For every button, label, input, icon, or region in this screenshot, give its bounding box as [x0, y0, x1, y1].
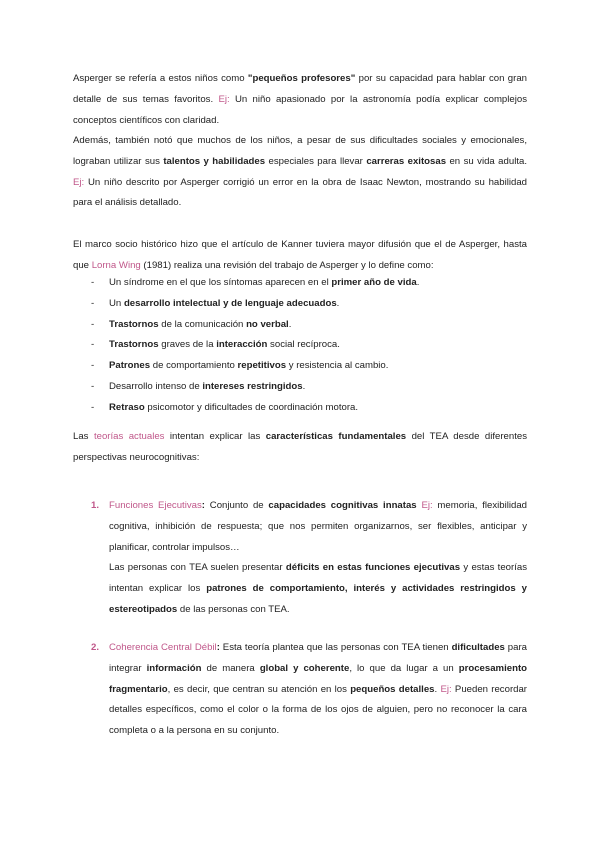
- bold-text: Retraso: [109, 401, 145, 413]
- text: Pueden recordar detalles específicos, como el color o la forma de los ojos de alguien, pero no reconocer la cara completa o a la persona en su conjunto.: [109, 683, 528, 737]
- bold-text: carreras exitosas: [366, 155, 447, 167]
- text: de manera: [201, 662, 260, 674]
- item-number: 1.: [91, 500, 100, 511]
- paragraph-talentos: [73, 131, 527, 214]
- theory-definition: [109, 638, 527, 742]
- text: y resistencia al cambio.: [286, 360, 389, 372]
- text: .: [434, 683, 441, 695]
- text: Un niño apasionado por la astronomía podía explicar complejos conceptos científicos con claridad.: [73, 93, 527, 126]
- text: El marco socio histórico hizo que el artículo de Kanner tuviera mayor difusión que el de Asperger, hasta que: [73, 239, 527, 271]
- bold-text: características fundamentales: [265, 431, 407, 442]
- bold-text: dificultades: [451, 642, 505, 653]
- dash-bullet: -: [91, 297, 95, 309]
- bold-text: intereses restringidos: [202, 380, 303, 392]
- theory-definition: [109, 496, 527, 558]
- text: Conjunto de: [204, 500, 269, 511]
- text: graves de la: [158, 339, 217, 351]
- list-item: [73, 294, 527, 315]
- bold-text: Patrones: [109, 360, 151, 372]
- text: Las: [73, 431, 94, 442]
- theory-title: Funciones Ejecutivas: [109, 500, 202, 511]
- text: Además, también notó que muchos de los niños, a pesar de sus dificultades sociales y emocionales, lograban utilizar sus: [73, 135, 527, 167]
- text: Desarrollo intenso de: [109, 380, 203, 392]
- paragraph-marco-socio-historico: [73, 235, 527, 277]
- text: memoria, flexibilidad cognitiva, inhibición de respuesta; que nos permiten organizarnos, ser flexibles, anticipar y planificar, controlar impulsos…: [109, 500, 527, 553]
- bold-text: interacción: [216, 339, 268, 351]
- colon: :: [216, 642, 220, 653]
- text: para integrar: [109, 642, 527, 674]
- list-item: [73, 398, 527, 419]
- paragraph-pequenos-profesores: [73, 69, 527, 131]
- text: y estas teorías intentan explicar los: [109, 562, 527, 595]
- theory-title: Coherencia Central Débil: [109, 642, 217, 653]
- paragraph-teorias-actuales: [73, 427, 527, 469]
- bold-text: Trastornos: [109, 318, 159, 330]
- text: .: [336, 297, 340, 309]
- example-label: Ej:: [421, 500, 433, 511]
- example-label: Ej:: [218, 93, 230, 105]
- list-item: [73, 273, 527, 294]
- theories-list-1: [73, 496, 527, 621]
- bold-text: patrones de comportamiento, interés y actividades restringidos y estereotipados: [109, 583, 527, 615]
- theory-item-funciones-ejecutivas: [73, 496, 527, 621]
- example-label: Ej:: [73, 176, 85, 188]
- highlight-text: teorías actuales: [93, 431, 165, 442]
- bold-text: pequeños detalles: [350, 683, 435, 695]
- bold-text: primer año de vida: [331, 277, 417, 288]
- text: , lo que da lugar a un: [349, 662, 459, 674]
- dash-bullet: -: [91, 277, 95, 288]
- bold-text: no verbal: [246, 318, 289, 330]
- text: (1981) realiza una revisión del trabajo de Asperger y lo define como:: [140, 259, 434, 271]
- theories-list-2: [73, 638, 527, 742]
- text: de las personas con TEA.: [177, 603, 290, 615]
- dash-bullet: -: [91, 339, 95, 351]
- bold-text: información: [146, 662, 202, 674]
- bold-text: déficits en estas funciones ejecutivas: [285, 562, 461, 574]
- text: .: [288, 318, 292, 330]
- item-number: 2.: [91, 642, 100, 653]
- theory-item-coherencia-central: [73, 638, 527, 742]
- bold-text: repetitivos: [237, 360, 287, 372]
- dash-bullet: -: [91, 380, 95, 392]
- text: especiales para llevar: [265, 155, 367, 167]
- text: de comportamiento: [150, 360, 238, 372]
- dash-bullet: -: [91, 360, 95, 372]
- list-item: [73, 315, 527, 336]
- dash-bullet: -: [91, 401, 95, 413]
- author-name: Lorna Wing: [91, 259, 141, 271]
- bold-text: global y coherente: [259, 662, 350, 674]
- dash-bullet: -: [91, 318, 95, 330]
- bold-text: "pequeños profesores": [247, 73, 356, 84]
- list-item: [73, 377, 527, 398]
- text: Las personas con TEA suelen presentar: [109, 562, 286, 574]
- text: Un: [109, 297, 124, 309]
- theory-explanation: [109, 558, 527, 620]
- text: por su capacidad para hablar con gran detalle de sus temas favoritos.: [73, 73, 528, 105]
- characteristics-list: [73, 273, 527, 419]
- bold-text: procesamiento fragmentario: [109, 662, 528, 695]
- colon: :: [201, 500, 205, 511]
- example-label: Ej:: [440, 683, 452, 695]
- text: Un niño descrito por Asperger corrigió un error en la obra de Isaac Newton, mostrando su habilidad para el análisis detallado.: [73, 176, 527, 209]
- text: .: [416, 277, 420, 288]
- text: del TEA desde diferentes perspectivas neurocognitivas:: [73, 431, 528, 463]
- text: , es decir, que centran su atención en los: [167, 683, 351, 695]
- text: de la comunicación: [158, 318, 247, 330]
- text: Un síndrome en el que los síntomas aparecen en el: [109, 277, 332, 288]
- bold-text: capacidades cognitivas innatas: [268, 500, 417, 511]
- text: Asperger se refería a estos niños como: [73, 73, 248, 84]
- list-item: [73, 356, 527, 377]
- bold-text: talentos y habilidades: [163, 155, 266, 167]
- bold-text: desarrollo intelectual y de lenguaje adecuados: [123, 297, 337, 309]
- text: social recíproca.: [267, 339, 340, 351]
- text: .: [302, 380, 306, 392]
- text: intentan explicar las: [164, 431, 266, 442]
- list-item: [73, 335, 527, 356]
- bold-text: Trastornos: [109, 339, 159, 351]
- text: en su vida adulta.: [446, 155, 527, 167]
- text: psicomotor y dificultades de coordinación motora.: [144, 401, 359, 413]
- text: Esta teoría plantea que las personas con TEA tienen: [219, 642, 452, 653]
